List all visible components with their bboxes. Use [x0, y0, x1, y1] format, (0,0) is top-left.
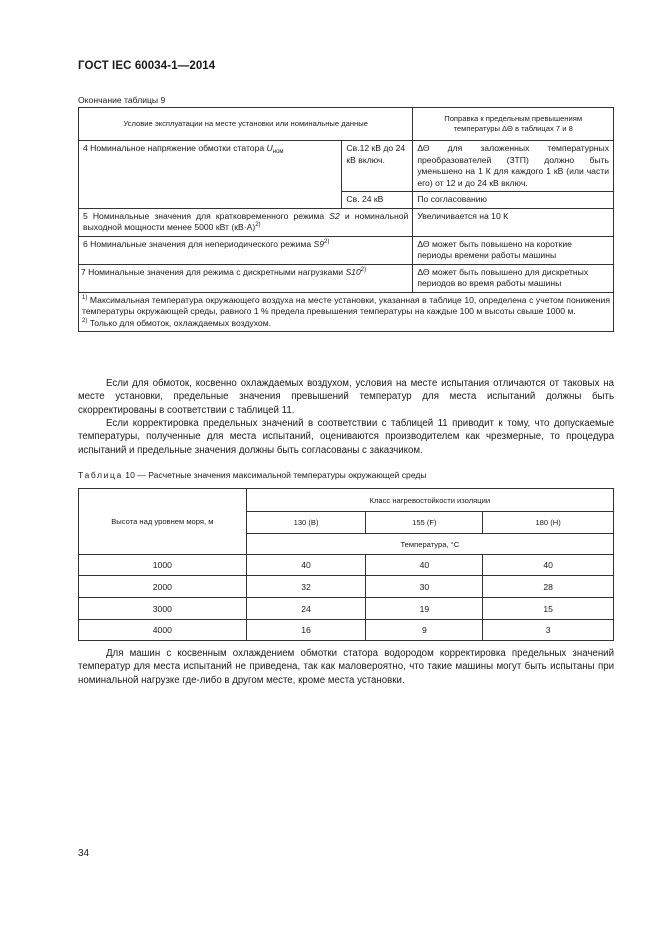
table9-note2 [82, 318, 610, 330]
altitude-cell: 3000 [79, 598, 247, 620]
row6-note-ref: 2) [324, 238, 330, 245]
value-cell: 16 [246, 620, 366, 641]
row5-label [79, 208, 413, 236]
row4-sub2-range: Св. 24 кВ [342, 192, 413, 209]
document-code: ГОСТ IEC 60034-1—2014 [78, 60, 216, 72]
table-row [79, 576, 614, 598]
table9-caption: Окончание таблицы 9 [78, 95, 166, 105]
table9-row5 [79, 208, 614, 236]
table10-class-180: 180 (H) [483, 512, 614, 534]
table10-class-130: 130 (B) [246, 512, 366, 534]
table-10 [78, 488, 614, 641]
table9-notes-row [79, 292, 614, 332]
table-9 [78, 107, 614, 332]
note1-mark: 1) [82, 294, 88, 301]
paragraph-1: Если для обмоток, косвенно охлаждаемых воздухом, условия на месте испытания отличаются от таковых на месте установки, предельные значения превышений температур для места испытаний должны быть скорректированы в соответствии с таблицей 11. [78, 378, 614, 416]
row4-sub2-correction: По согласованию [413, 192, 614, 209]
table9-note1 [82, 295, 610, 318]
row5-mode: S2 [329, 210, 340, 221]
table9-col2-header [413, 108, 614, 141]
table10-temp-header: Температура, °С [246, 534, 613, 555]
row5-label-a: 5 Номинальные значения для кратковременного режима [83, 210, 325, 221]
row7-correction: ΔΘ может быть повышено для дискретных периодов во время работы машины [413, 264, 614, 292]
row5-label-b: и номинальной выходной мощности менее 5000 кВт (кВ·А) [83, 210, 409, 232]
value-cell: 32 [246, 576, 366, 598]
row4-sub1-range: Св.12 кВ до 24 кВ включ. [342, 141, 413, 192]
altitude-cell: 2000 [79, 576, 247, 598]
row4-symbol-sub: ном [272, 149, 284, 155]
row6-correction: ΔΘ может быть повышено на короткие периоды времени работы машины [413, 236, 614, 264]
table9-col1-header: Условие эксплуатации на месте установки или номинальные данные [79, 108, 413, 141]
value-cell: 3 [483, 620, 614, 641]
note2-text: Только для обмоток, охлаждаемых воздухом. [89, 317, 272, 328]
table-row [79, 555, 614, 576]
value-cell: 19 [366, 598, 483, 620]
paragraph-2: Если корректировка предельных значений в соответствии с таблицей 11 приводит к тому, что допускаемые температуры, полученные для места испытаний, оцениваются производителем как чрезмерные, то процедура испытаний и предельные значения должны быть согласованы с заказчиком. [78, 418, 614, 456]
row6-mode: S9 [313, 238, 325, 249]
table9-col2-header-line2: температуры ΔΘ в таблицах 7 и 8 [453, 124, 573, 133]
row7-note-ref: 2) [360, 266, 367, 273]
row6-label-text: 6 Номинальные значения для непериодического режима [83, 238, 312, 249]
table10-class-155: 155 (F) [366, 512, 483, 534]
table-row [79, 620, 614, 641]
page-number: 34 [78, 848, 90, 859]
table10-caption-word: Таблица [78, 470, 123, 480]
value-cell: 40 [483, 555, 614, 576]
row4-symbol: U [266, 143, 273, 153]
table10-caption-rest: 10 — Расчетные значения максимальной температуры окружающей среды [125, 470, 427, 480]
altitude-cell: 1000 [79, 555, 247, 576]
table9-col2-header-line1: Поправка к предельным превышениям [444, 113, 583, 123]
table9-row7 [79, 264, 614, 292]
row7-mode: S10 [345, 266, 361, 277]
table10-caption [78, 470, 427, 480]
table10-class-group-header: Класс нагревостойкости изоляции [246, 489, 613, 512]
value-cell: 28 [483, 576, 614, 598]
table10-altitude-header: Высота над уровнем моря, м [79, 489, 247, 555]
value-cell: 24 [246, 598, 366, 620]
value-cell: 40 [246, 555, 366, 576]
row5-correction: Увеличивается на 10 К [413, 208, 614, 236]
note2-mark: 2) [82, 317, 88, 324]
row4-label-text: 4 Номинальное напряжение обмотки статора [83, 143, 265, 153]
table10-header-row1 [79, 489, 614, 512]
value-cell: 40 [366, 555, 483, 576]
table9-notes [79, 292, 614, 332]
paragraph-3: Для машин с косвенным охлаждением обмотки статора водородом корректировка предельных значений температур для места испытаний не приведена, так как маловероятно, что такие машины могут быть испытаны при номинальной нагрузке где-либо в другом месте, кроме места установки. [78, 648, 614, 686]
table9-row6 [79, 236, 614, 264]
value-cell: 9 [366, 620, 483, 641]
table9-row4a [79, 141, 614, 192]
row5-note-ref: 2) [255, 222, 261, 228]
row4-sub1-correction: ΔΘ для заложенных температурных преобразователей (ЗТП) должно быть уменьшено на 1 К для каждого 1 кВ (или части его) от 12 и до 24 кВ включ. [413, 141, 614, 192]
row7-label [79, 264, 413, 292]
table-row [79, 598, 614, 620]
value-cell: 30 [366, 576, 483, 598]
row6-label [79, 236, 413, 264]
table9-header-row [79, 108, 614, 141]
note1-text: Максимальная температура окружающего воздуха на месте установки, указанная в таблице 10, определена с учетом понижения температуры окружающей среды, равного 1 % предела превышения температуры на каждые 100 м высоты свыше 1000 м. [82, 294, 611, 316]
value-cell: 15 [483, 598, 614, 620]
row7-label-text: 7 Номинальные значения для режима с дискретными нагрузками [81, 266, 344, 277]
altitude-cell: 4000 [79, 620, 247, 641]
row4-label [79, 141, 342, 209]
